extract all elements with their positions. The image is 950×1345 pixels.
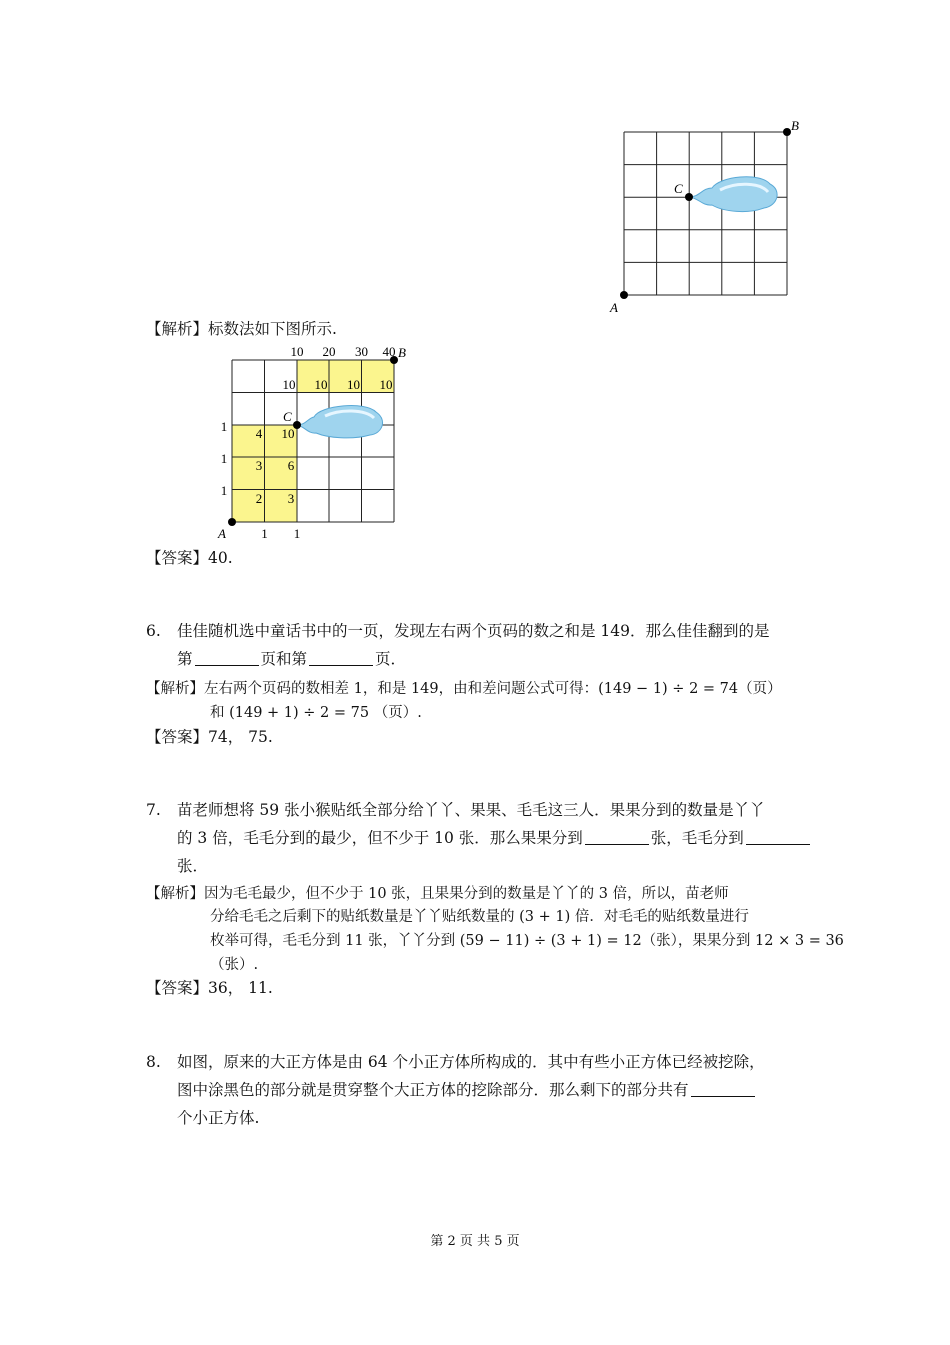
analysis-tag: 【解析】 <box>146 886 204 902</box>
col-value: 3 <box>255 458 263 473</box>
analysis-text: 分给毛毛之后剩下的贴纸数量是丫丫贴纸数量的 (3 + 1) 倍．对毛毛的贴纸数量进行 <box>210 909 749 925</box>
grid-figure-marked <box>210 340 420 545</box>
question-line: 图中涂黑色的部分就是贯穿整个大正方体的挖除部分．那么剩下的部分共有 <box>177 1077 757 1103</box>
point-b <box>783 128 791 136</box>
left-number: 1 <box>220 419 228 434</box>
answer-text: 40. <box>208 549 233 567</box>
bottom-number: 1 <box>261 526 268 541</box>
question-number: 7. <box>146 801 161 819</box>
row-number: 10 <box>314 377 328 392</box>
top-number: 20 <box>322 344 336 359</box>
q5-answer <box>146 545 233 571</box>
q5-analysis <box>146 316 337 342</box>
label-a: A <box>610 300 618 315</box>
point-c <box>685 193 693 201</box>
analysis-text: 枚举可得，毛毛分到 11 张，丫丫分到 (59 − 11) ÷ (3 + 1) = 12（张），果果分到 12 × 3 = 36 <box>210 933 844 949</box>
question-line: 个小正方体. <box>177 1109 260 1127</box>
top-number: 10 <box>290 344 304 359</box>
page-footer: 第 2 页 共 5 页 <box>430 1234 520 1249</box>
answer-tag: 【答案】 <box>146 549 209 567</box>
answer-tag: 【答案】 <box>146 979 209 997</box>
answer-blank[interactable] <box>691 1078 755 1097</box>
top-number: 30 <box>355 344 368 359</box>
analysis-text: 因为毛毛最少，但不少于 10 张，且果果分到的数量是丫丫的 3 倍，所以，苗老师 <box>204 886 729 902</box>
question-line: 如图，原来的大正方体是由 64 个小正方体所构成的．其中有些小正方体已经被挖除， <box>177 1053 765 1071</box>
answer-blank[interactable] <box>195 647 259 666</box>
analysis-tag: 【解析】 <box>146 681 204 697</box>
cloud-obstacle <box>689 177 777 212</box>
col-value: 3 <box>287 491 295 506</box>
label-c: C <box>674 181 683 196</box>
bottom-number: 1 <box>293 526 301 541</box>
answer-blank[interactable] <box>309 647 373 666</box>
cloud-obstacle <box>297 406 383 438</box>
left-number: 1 <box>220 483 228 498</box>
q6-answer <box>146 724 273 750</box>
q7-answer <box>146 975 273 1001</box>
question-line: 张． <box>177 857 209 875</box>
question-line: 佳佳随机选中童话书中的一页，发现左右两个页码的数之和是 149．那么佳佳翻到的是 <box>177 622 770 640</box>
left-number: 1 <box>220 451 228 466</box>
question-number: 6. <box>146 622 161 640</box>
top-number: 40 <box>382 344 396 359</box>
label-b: B <box>398 345 406 360</box>
analysis-text: 和 (149 + 1) ÷ 2 = 75 （页）. <box>210 705 422 721</box>
analysis-text: 左右两个页码的数相差 1，和是 149，由和差问题公式可得：(149 − 1) ÷ 2 = 74（页） <box>204 681 782 697</box>
label-a: A <box>218 526 226 541</box>
label-b: B <box>791 118 799 133</box>
q6-analysis <box>146 676 782 702</box>
analysis-tag: 【解析】 <box>146 320 209 338</box>
row-number: 10 <box>282 377 296 392</box>
question-line: 第 页和第 页． <box>177 646 406 672</box>
label-c: C <box>283 409 292 424</box>
col-value: 2 <box>255 491 263 506</box>
question-line: 苗老师想将 59 张小猴贴纸全部分给丫丫、果果、毛毛这三人．果果分到的数量是丫丫 <box>177 801 765 819</box>
answer-blank[interactable] <box>585 826 649 845</box>
question-number: 8. <box>146 1053 161 1071</box>
row-number: 10 <box>379 377 393 392</box>
col-value: 4 <box>255 426 263 441</box>
point-a <box>620 291 628 299</box>
question-line: 的 3 倍，毛毛分到的最少，但不少于 10 张．那么果果分到 张，毛毛分到 <box>177 825 812 851</box>
grid-figure-top <box>600 112 820 317</box>
row-number: 10 <box>347 377 360 392</box>
point-a <box>228 518 236 526</box>
answer-text: 74， 75. <box>208 728 273 746</box>
answer-tag: 【答案】 <box>146 728 209 746</box>
col-value: 6 <box>287 458 295 473</box>
analysis-text: （张）. <box>210 957 259 973</box>
answer-blank[interactable] <box>746 826 810 845</box>
answer-text: 36， 11. <box>208 979 273 997</box>
analysis-text: 标数法如下图所示. <box>208 320 337 338</box>
c-value: 10 <box>281 426 295 441</box>
